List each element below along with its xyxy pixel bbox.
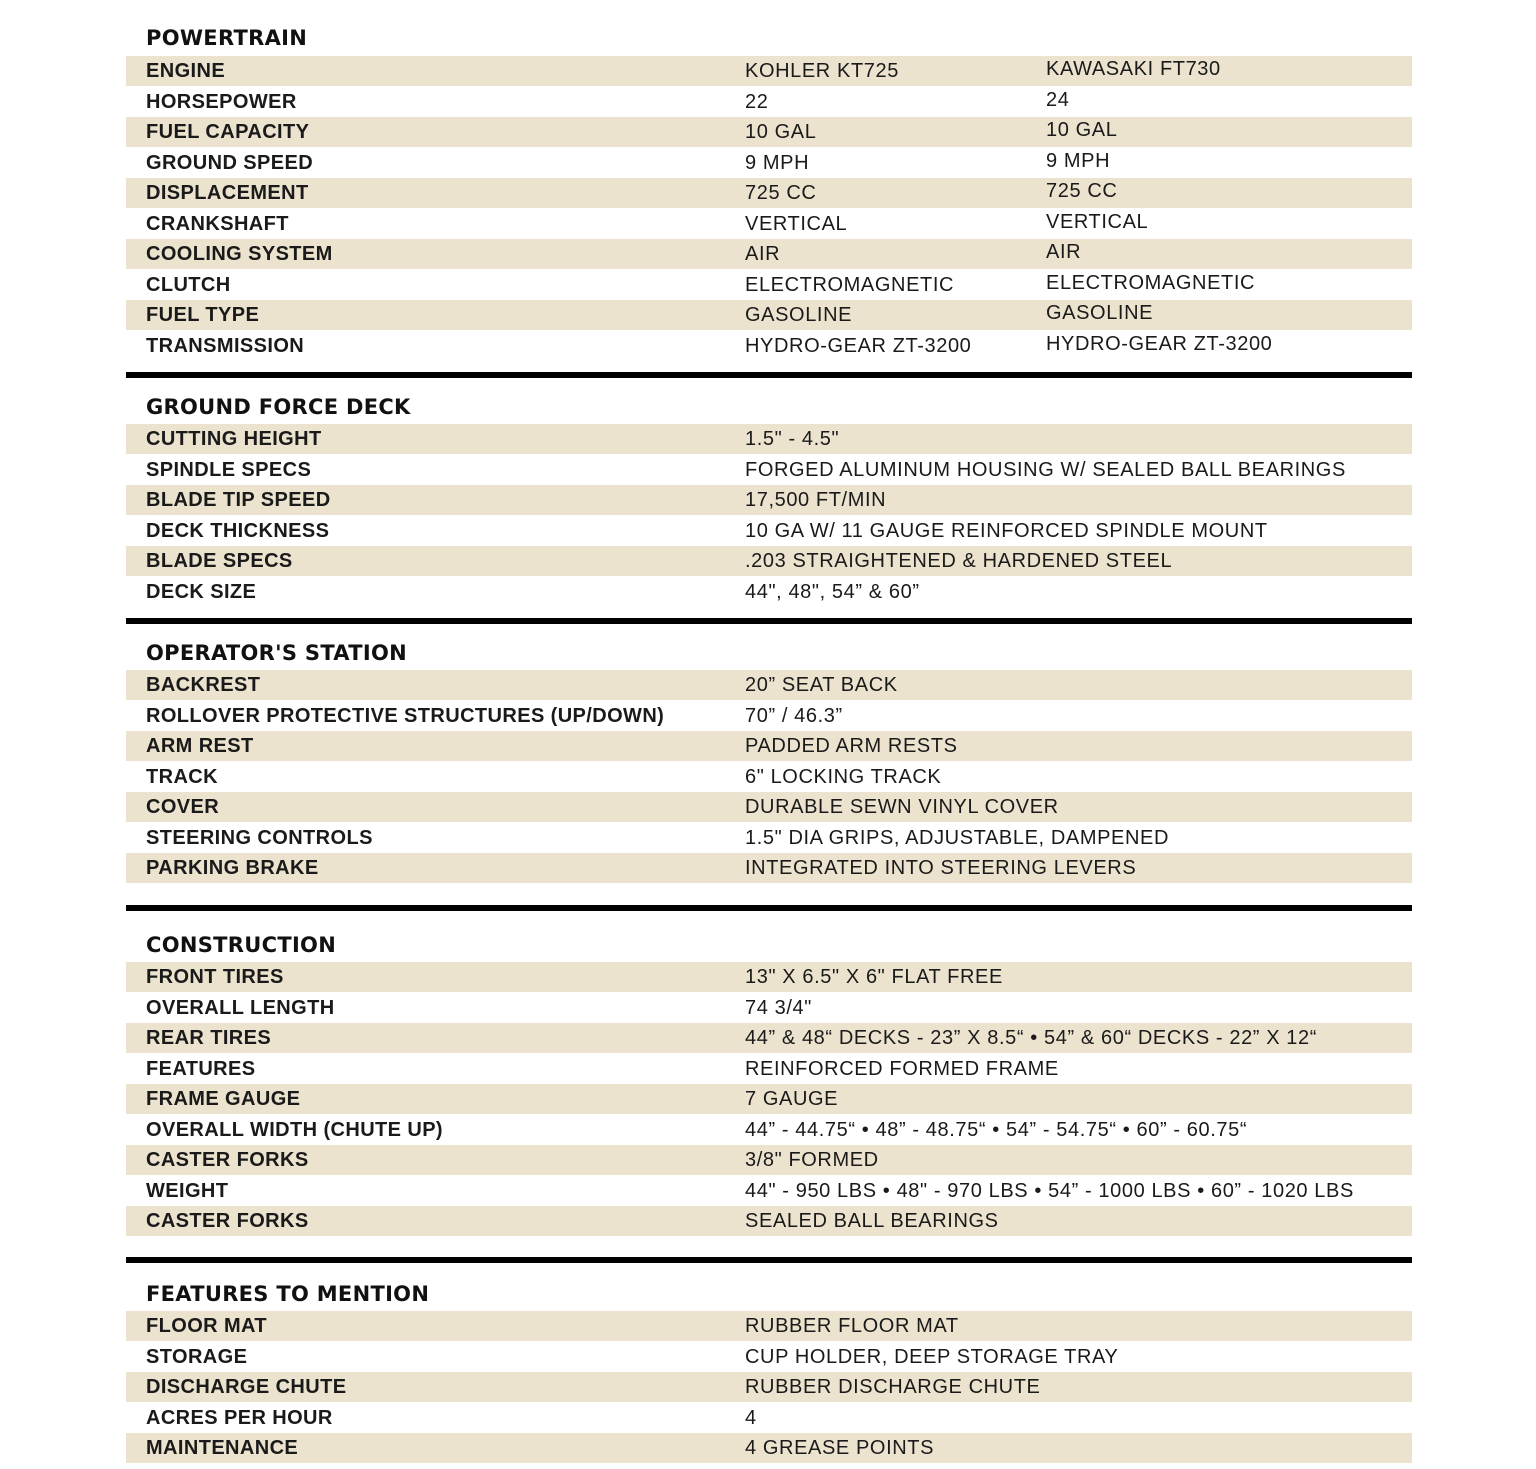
spec-row <box>126 1054 1412 1084</box>
spec-value: 6" LOCKING TRACK <box>745 766 942 788</box>
spec-row <box>126 962 1412 992</box>
section-title: GROUND FORCE DECK <box>146 395 411 419</box>
spec-value-alt: 9 MPH <box>1046 150 1111 172</box>
spec-value: FORGED ALUMINUM HOUSING W/ SEALED BALL BEARINGS <box>745 459 1346 481</box>
spec-row <box>126 577 1412 607</box>
spec-row <box>126 148 1412 178</box>
spec-row <box>126 455 1412 485</box>
section-title: FEATURES TO MENTION <box>146 1282 430 1306</box>
spec-value: PADDED ARM RESTS <box>745 735 958 757</box>
spec-label: ROLLOVER PROTECTIVE STRUCTURES (UP/DOWN) <box>146 705 665 727</box>
spec-row <box>126 331 1412 361</box>
spec-value-alt: KAWASAKI FT730 <box>1046 58 1221 80</box>
spec-label: CASTER FORKS <box>146 1149 309 1171</box>
spec-value-alt: VERTICAL <box>1046 211 1149 233</box>
spec-label: OVERALL LENGTH <box>146 997 335 1019</box>
spec-value: 7 GAUGE <box>745 1088 839 1110</box>
spec-row <box>126 1311 1412 1341</box>
spec-row <box>126 270 1412 300</box>
spec-value: 4 <box>745 1407 757 1429</box>
spec-label: DISPLACEMENT <box>146 182 309 204</box>
spec-value-alt: 725 CC <box>1046 180 1118 202</box>
spec-row <box>126 1403 1412 1433</box>
spec-label: DECK SIZE <box>146 581 257 603</box>
spec-value: SEALED BALL BEARINGS <box>745 1210 999 1232</box>
spec-row <box>126 1145 1412 1175</box>
spec-value: REINFORCED FORMED FRAME <box>745 1058 1059 1080</box>
spec-value: KOHLER KT725 <box>745 60 899 82</box>
section-title: POWERTRAIN <box>146 26 308 50</box>
spec-label: GROUND SPEED <box>146 152 314 174</box>
spec-value: 70” / 46.3” <box>745 705 843 727</box>
spec-value: DURABLE SEWN VINYL COVER <box>745 796 1059 818</box>
spec-row <box>126 1115 1412 1145</box>
spec-value-alt: 24 <box>1046 89 1070 111</box>
spec-row <box>126 670 1412 700</box>
spec-value: INTEGRATED INTO STEERING LEVERS <box>745 857 1137 879</box>
spec-row <box>126 424 1412 454</box>
spec-label: CUTTING HEIGHT <box>146 428 322 450</box>
spec-label: FRAME GAUGE <box>146 1088 301 1110</box>
spec-label: BLADE TIP SPEED <box>146 489 331 511</box>
spec-label: STEERING CONTROLS <box>146 827 373 849</box>
spec-value: 44” - 44.75“ • 48” - 48.75“ • 54” - 54.75“ • 60” - 60.75“ <box>745 1119 1248 1141</box>
spec-label: BACKREST <box>146 674 261 696</box>
spec-label: COVER <box>146 796 220 818</box>
spec-value: RUBBER DISCHARGE CHUTE <box>745 1376 1041 1398</box>
spec-label: CASTER FORKS <box>146 1210 309 1232</box>
spec-label: WEIGHT <box>146 1180 229 1202</box>
spec-row <box>126 485 1412 515</box>
spec-value: 1.5" - 4.5" <box>745 428 840 450</box>
spec-label: STORAGE <box>146 1346 248 1368</box>
spec-label: FLOOR MAT <box>146 1315 267 1337</box>
spec-row <box>126 56 1412 86</box>
spec-value-alt: GASOLINE <box>1046 302 1154 324</box>
spec-label: CLUTCH <box>146 274 231 296</box>
spec-label: DISCHARGE CHUTE <box>146 1376 347 1398</box>
spec-value-alt: ELECTROMAGNETIC <box>1046 272 1256 294</box>
spec-value: VERTICAL <box>745 213 848 235</box>
spec-label: TRACK <box>146 766 218 788</box>
spec-value: 9 MPH <box>745 152 810 174</box>
spec-row <box>126 1176 1412 1206</box>
spec-value: 20” SEAT BACK <box>745 674 898 696</box>
spec-value: 4 GREASE POINTS <box>745 1437 935 1459</box>
spec-row <box>126 209 1412 239</box>
spec-value: 1.5" DIA GRIPS, ADJUSTABLE, DAMPENED <box>745 827 1170 849</box>
spec-row <box>126 300 1412 330</box>
spec-value: 44” & 48“ DECKS - 23” X 8.5“ • 54” & 60“ DECKS - 22” X 12“ <box>745 1027 1318 1049</box>
spec-row <box>126 823 1412 853</box>
spec-value: 44", 48", 54” & 60” <box>745 581 920 603</box>
spec-label: REAR TIRES <box>146 1027 272 1049</box>
spec-label: SPINDLE SPECS <box>146 459 312 481</box>
spec-label: FUEL TYPE <box>146 304 260 326</box>
spec-row <box>126 701 1412 731</box>
section-divider <box>126 372 1412 378</box>
spec-row <box>126 516 1412 546</box>
spec-label: FEATURES <box>146 1058 256 1080</box>
spec-row <box>126 178 1412 208</box>
spec-row <box>126 993 1412 1023</box>
section-divider <box>126 1257 1412 1263</box>
spec-row <box>126 1433 1412 1463</box>
spec-label: COOLING SYSTEM <box>146 243 333 265</box>
spec-row <box>126 1023 1412 1053</box>
spec-row <box>126 239 1412 269</box>
spec-value-alt: 10 GAL <box>1046 119 1118 141</box>
section-divider <box>126 618 1412 624</box>
spec-label: DECK THICKNESS <box>146 520 330 542</box>
spec-label: PARKING BRAKE <box>146 857 319 879</box>
spec-label: OVERALL WIDTH (CHUTE UP) <box>146 1119 443 1141</box>
section-title: OPERATOR'S STATION <box>146 641 407 665</box>
spec-value: 10 GA W/ 11 GAUGE REINFORCED SPINDLE MOUNT <box>745 520 1268 542</box>
spec-row <box>126 1084 1412 1114</box>
spec-value: 3/8" FORMED <box>745 1149 879 1171</box>
spec-row <box>126 546 1412 576</box>
spec-label: BLADE SPECS <box>146 550 293 572</box>
spec-label: ACRES PER HOUR <box>146 1407 333 1429</box>
spec-value: 13" X 6.5" X 6" FLAT FREE <box>745 966 1003 988</box>
spec-value: .203 STRAIGHTENED & HARDENED STEEL <box>745 550 1173 572</box>
spec-value: RUBBER FLOOR MAT <box>745 1315 959 1337</box>
spec-label: ENGINE <box>146 60 226 82</box>
spec-row <box>126 1342 1412 1372</box>
spec-label: FUEL CAPACITY <box>146 121 310 143</box>
spec-row <box>126 117 1412 147</box>
spec-value: 44" - 950 LBS • 48" - 970 LBS • 54” - 1000 LBS • 60” - 1020 LBS <box>745 1180 1354 1202</box>
spec-value: HYDRO-GEAR ZT-3200 <box>745 335 972 357</box>
spec-row <box>126 853 1412 883</box>
spec-value: GASOLINE <box>745 304 853 326</box>
section-divider <box>126 905 1412 911</box>
spec-value: 10 GAL <box>745 121 817 143</box>
spec-label: TRANSMISSION <box>146 335 305 357</box>
spec-label: ARM REST <box>146 735 254 757</box>
spec-row <box>126 731 1412 761</box>
spec-row <box>126 762 1412 792</box>
spec-value-alt: HYDRO-GEAR ZT-3200 <box>1046 333 1273 355</box>
spec-label: MAINTENANCE <box>146 1437 299 1459</box>
spec-value-alt: AIR <box>1046 241 1082 263</box>
spec-row <box>126 792 1412 822</box>
spec-label: HORSEPOWER <box>146 91 297 113</box>
spec-value: CUP HOLDER, DEEP STORAGE TRAY <box>745 1346 1119 1368</box>
spec-value: 22 <box>745 91 769 113</box>
spec-label: CRANKSHAFT <box>146 213 289 235</box>
spec-label: FRONT TIRES <box>146 966 284 988</box>
spec-value: ELECTROMAGNETIC <box>745 274 955 296</box>
spec-row <box>126 1206 1412 1236</box>
spec-value: 725 CC <box>745 182 817 204</box>
spec-value: 74 3/4" <box>745 997 812 1019</box>
spec-row <box>126 87 1412 117</box>
section-title: CONSTRUCTION <box>146 933 337 957</box>
spec-value: AIR <box>745 243 781 265</box>
spec-row <box>126 1372 1412 1402</box>
spec-value: 17,500 FT/MIN <box>745 489 887 511</box>
